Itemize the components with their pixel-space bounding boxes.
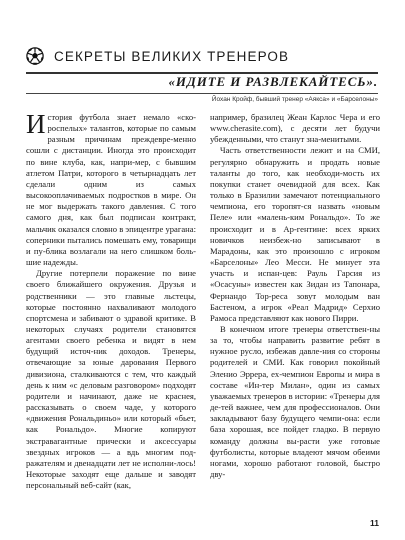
paragraph: В конечном итоге тренеры ответствен-ны за то, чтобы направить развитие ребят в нужное русло, избежав давле-ния со стороны родителей и СМИ. Как говорил покойный Эленио Эррера, ex-чемпион Европы и мира в составе «Ин-тер Милан», один из самых уважаемых тренеров в истории: «Тренеры для де-тей важнее, чем для профессионалов. Они закладывают базу будущего чемпи-она: если база хорошая, все пойдет гладко. В первую команду должны вы-расти уже готовые футболисты, которые владеют мячом обеими ногами, хорошо работают головой, быстро дву- bbox=[210, 323, 380, 479]
paragraph bbox=[26, 109, 196, 268]
chapter-title: СЕКРЕТЫ ВЕЛИКИХ ТРЕНЕРОВ bbox=[54, 48, 290, 64]
paragraph: Другие потерпели поражение по вине своего ближайшего окружения. Друзья и родственники — это главные льстецы, которые постоянно нахваливают молодого спортсмена и забивают о здравой критике. В некоторых случаях родители становятся агентами своего ребенка и видят в нем будущий источ-ник доходов. Тренеры, отвечающие за юные дарования Первого дивизиона, сталкиваются с тем, что каждый день к ним «с деловым разговором» подходят родители и начинают, даже не краснея, рассказывать о своем чаде, у которого «движения Рональдиньо» или который «бьет, как Рональдо». Многие копируют экстравагантные прически и аксессуары звездных игроков — а вдь многим под-ражателям и двенадцати лет не исполни-лось! Некоторые заходят еще дальше и заводят персональный веб-сайт (как, bbox=[26, 268, 196, 491]
right-text-column bbox=[210, 112, 380, 480]
subtitle-rule bbox=[26, 93, 378, 94]
chapter-header bbox=[26, 46, 391, 66]
section-subtitle: «ИДИТЕ И РАЗВЛЕКАЙТЕСЬ». bbox=[168, 74, 378, 89]
soccer-ball-icon bbox=[26, 47, 44, 65]
paragraph: например, бразилец Жеан Карлос Чера и его www.cherasite.com), с десяти лет будучи убежденными, что станут зна-менитыми. bbox=[210, 112, 380, 145]
drop-cap: И bbox=[26, 109, 46, 139]
paragraph: Часть ответственности лежит и на СМИ, регулярно обнаружить и продать новые таланты до того, как необходи-мость их покупки станет очевидной для всех. Как только в Бразилии замечают потенциального чемпиона, его торопят-ся назвать «новым Пеле» или «малень-ким Рональдо». То же происходит и в Ар-гентине: всех ярких новичков неизбеж-но записывают в Марадоны, как это произошло с игроком «Барселоны» Лео Месси. Не минует эта участь и испан-цев: Рауль Гарсия из «Осасуны» известен как Зидан из Тапонара, Фернандо Тор-реса зовут молодым ван Бастеном, а игрок «Реал Мадрид» Серхио Рамоса представляют как нового Пирри. bbox=[210, 145, 380, 323]
quote-attribution: Йохан Кройф, бывший тренер «Аякса» и «Барселоны» bbox=[211, 96, 378, 103]
left-text-column bbox=[26, 109, 196, 491]
paragraph-text: стория футбола знает немало «ско-роспелых» талантов, которые по самым разным причинам преждевре-менно сошли с дистанции. Иногда это происходит по вине клуба, как, напри-мер, с бывшим атлетом Патри, которого в четырнадцать лет сделали одним из самых высокооплачиваемых подростков в мире. Он не мог выдержать такого давления. С того самого дня, как был подписан контракт, мальчик оказался словно в эпицентре урагана: соперники пытались помешать ему, товарищи и пу-блика возлагали на него слишком боль-шие надежды. bbox=[26, 112, 196, 268]
page-number: 11 bbox=[370, 518, 379, 528]
